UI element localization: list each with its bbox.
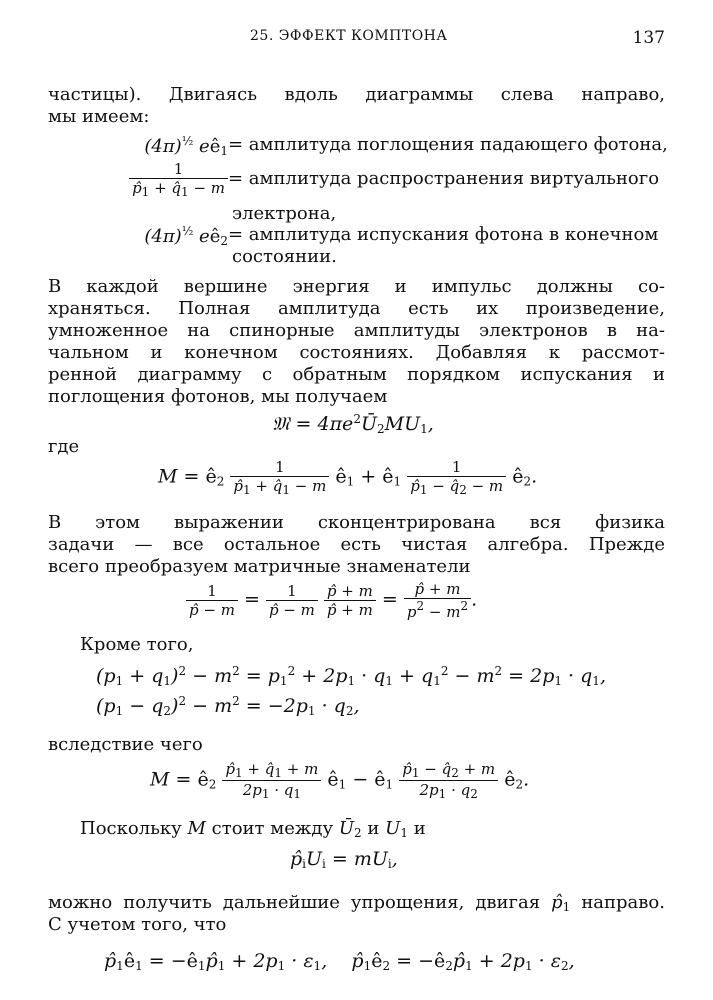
- equation-kinematics-1: $(p_1 + q_1)^2 - m^2 = p_1^2 + 2p_1 \cdot q_1 + q_1^2 - m^2 = 2p_1 \cdot q_1$,: [96, 664, 606, 688]
- text-line: чальном и конечном состояниях. Добавляя к рассмот-: [48, 342, 665, 363]
- math-inline: $p̂_1$: [551, 892, 571, 914]
- text-line: вследствие чего: [48, 734, 203, 755]
- text-fragment: Поскольку: [80, 818, 182, 839]
- text-fragment: направо.: [581, 892, 665, 913]
- text-fragment: стоит между: [211, 818, 334, 839]
- page-header: [0, 28, 713, 52]
- text-line: мы имеем:: [48, 106, 150, 127]
- text-line: поглощения фотонов, мы получаем: [48, 386, 388, 407]
- definition-text: = амплитуда распространения виртуального: [228, 168, 660, 189]
- math-inline: M: [187, 818, 212, 839]
- text-line: В этом выражении сконцентрирована вся физика: [48, 512, 665, 533]
- running-title: 25. ЭФФЕКТ КОМПТОНА: [250, 28, 448, 44]
- formula-vertex-emission: $(4\pi)^{\frac{1}{2}}$ $eê_2$: [144, 224, 228, 248]
- equation-denominators: $\frac{1}{p̂ - m}$ = $\frac{1}{p̂ - m}$ $\frac{p̂ + m}{p̂ + m}$ = $\frac{p̂ + m}{p^2 - m^2}$ .: [186, 580, 477, 621]
- definition-text: состоянии.: [232, 246, 337, 267]
- equation-amplitude: 𝔐 = $4\pi e^2Ū_2MU_1$,: [272, 412, 434, 436]
- text-line: С учетом того, что: [48, 914, 227, 935]
- definition-text: = амплитуда поглощения падающего фотона,: [228, 134, 668, 155]
- math-inline: $Ū_2$: [338, 818, 362, 840]
- text-fragment: можно получить дальнейшие упрощения, двигая: [48, 892, 541, 913]
- definition-text: электрона,: [232, 203, 337, 224]
- formula-propagator: $\frac{1}{p̂_1 + q̂_1 - m}$: [108, 160, 228, 199]
- text-line: всего преобразуем матричные знаменатели: [48, 556, 471, 577]
- text-line: В каждой вершине энергия и импульс должны со-: [48, 276, 665, 297]
- text-line: задачи — все остальное есть чистая алгебра. Прежде: [48, 534, 665, 555]
- text-line: умноженное на спинорные амплитуды электронов в на-: [48, 320, 665, 341]
- equation-m-simplified: $M = ê_2$ $\frac{p̂_1 + q̂_1 + m}{2p_1 \cdot q_1}$ $ê_1$ − $ê_1$ $\frac{p̂_1 - q̂_2 + m}{2p_1 \cdot q_2}$ $ê_2$.: [150, 760, 530, 801]
- text-line: храняться. Полная амплитуда есть их произведение,: [48, 298, 665, 319]
- text-line: Кроме того,: [80, 634, 194, 655]
- text-line: частицы). Двигаясь вдоль диаграммы слева направо,: [48, 84, 665, 105]
- text-line: ренной диаграмму с обратным порядком испускания и: [48, 364, 665, 385]
- page-number: 137: [632, 28, 665, 48]
- definition-text: = амплитуда испускания фотона в конечном: [228, 224, 659, 245]
- equation-dirac: $p̂_iU_i = mU_i$,: [290, 848, 398, 871]
- formula-vertex-absorption: $(4\pi)^{\frac{1}{2}}$ $eê_1$: [144, 134, 228, 158]
- math-inline: $U_1$: [385, 818, 408, 840]
- text-fragment: и: [413, 818, 426, 839]
- text-line: где: [48, 436, 80, 457]
- text-fragment: и: [367, 818, 380, 839]
- equation-commutation: $p̂_1ê_1$ = $-ê_1p̂_1 + 2p_1 \cdot \varepsilon_1$, $p̂_1ê_2$ = $-ê_2p̂_1 + 2p_1 \cdot \varepsilon_2$,: [104, 950, 575, 973]
- equation-m-operator: $M = ê_2$ $\frac{1}{p̂_1 + q̂_1 - m}$ $ê_1$ + $ê_1$ $\frac{1}{p̂_1 - q̂_2 - m}$ $ê_2$.: [158, 458, 538, 497]
- equation-kinematics-2: $(p_1 - q_2)^2 - m^2 = -2p_1 \cdot q_2$,: [96, 694, 360, 718]
- text-line: [80, 818, 426, 844]
